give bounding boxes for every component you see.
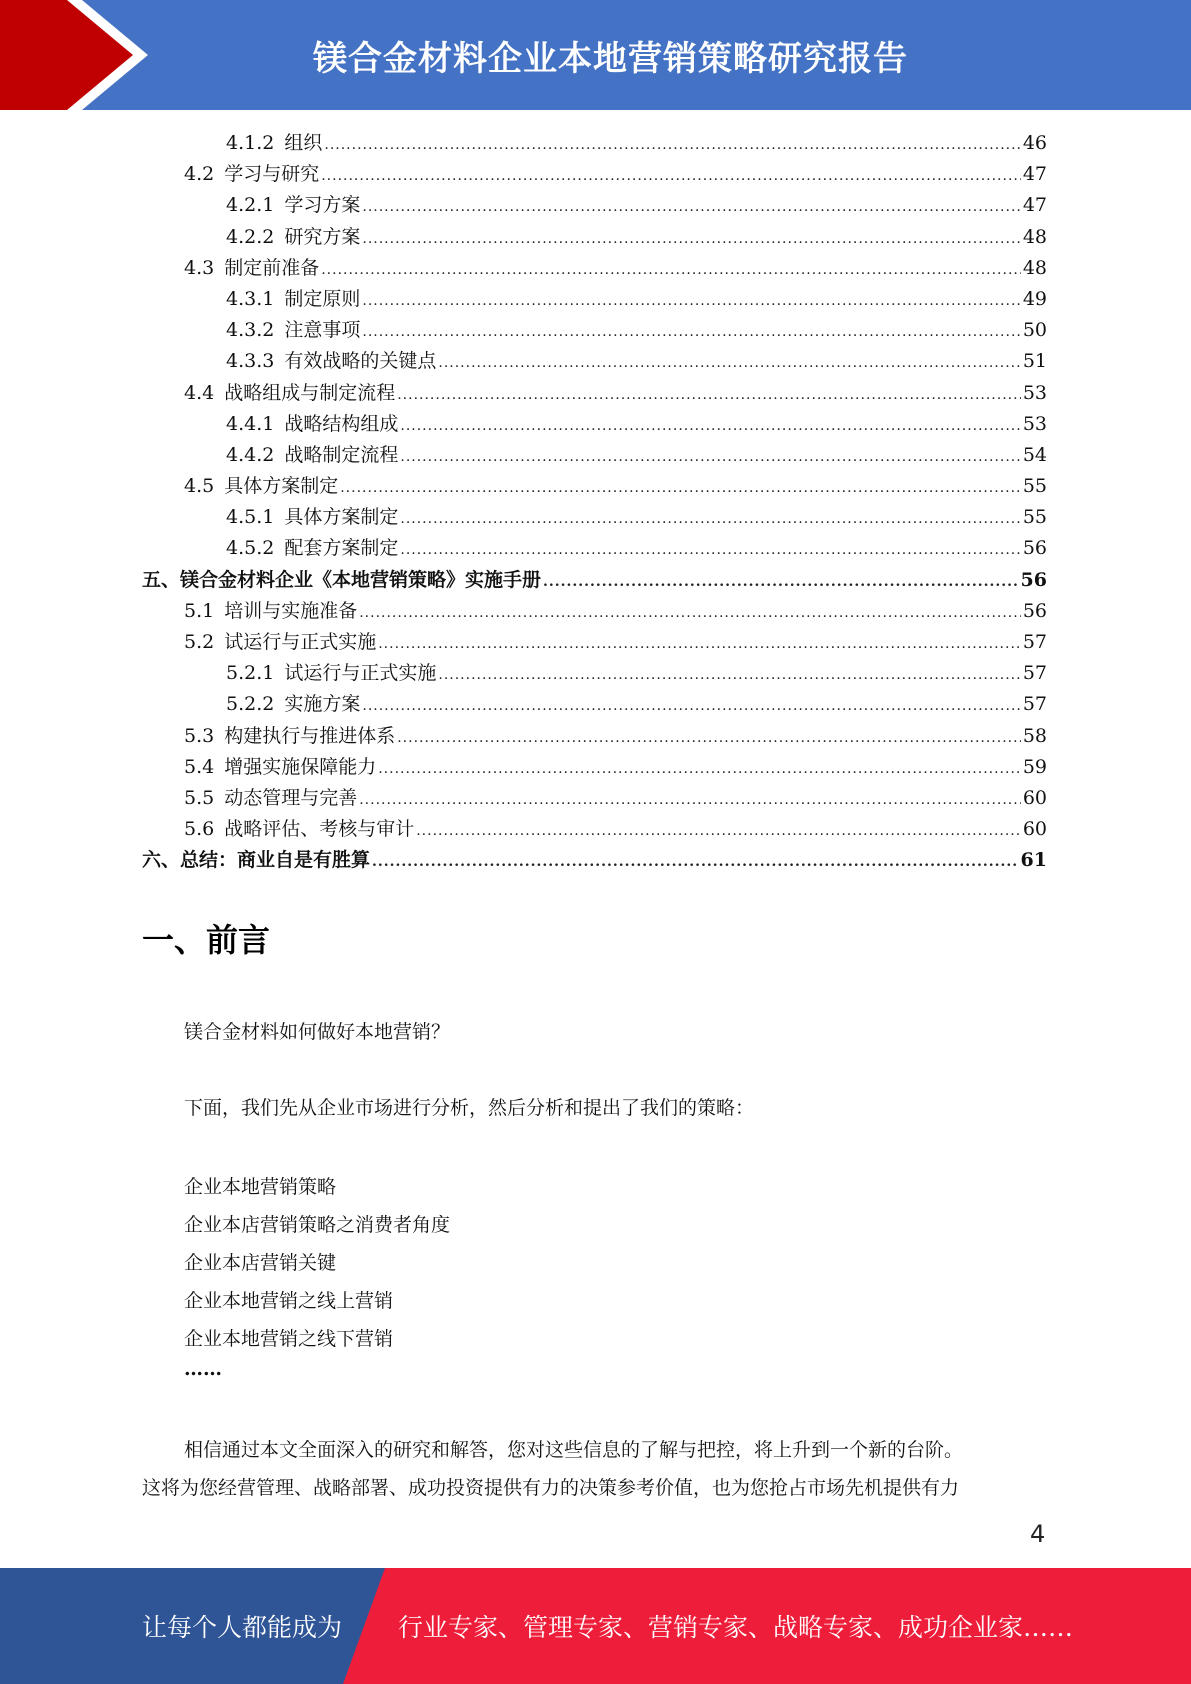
- toc-leader-dots: [543, 567, 1019, 598]
- toc-entry-title: 制定原则: [284, 287, 361, 310]
- section-heading: 一、前言: [142, 921, 271, 959]
- toc-entry-number: 5.2.1: [226, 662, 275, 685]
- toc-leader-dots: [438, 660, 1020, 691]
- toc-leader-dots: [400, 535, 1020, 566]
- toc-leader-dots: [416, 816, 1021, 847]
- ellipsis: ……: [184, 1358, 222, 1380]
- toc-entry-title: 总结：商业自是有胜算: [180, 849, 371, 872]
- toc-entry-page: 46: [1022, 132, 1047, 154]
- toc-entry-page: 48: [1022, 256, 1047, 279]
- toc-chapter-entry[interactable]: [142, 565, 1047, 596]
- footer-banner: [0, 1568, 1191, 1684]
- toc-leader-dots: [400, 442, 1020, 473]
- toc-entry-number: 4.4: [184, 381, 215, 404]
- toc-entry[interactable]: [142, 222, 1047, 253]
- footer-slogan-right: 行业专家、管理专家、营销专家、战略专家、成功企业家……: [398, 1613, 1074, 1642]
- toc-entry[interactable]: [142, 814, 1047, 845]
- toc-entry[interactable]: [142, 689, 1047, 720]
- toc-leader-dots: [340, 473, 1021, 504]
- toc-entry-page: 57: [1022, 662, 1047, 685]
- toc-entry-title: 培训与实施准备: [224, 599, 358, 622]
- closing-line-2: 这将为您经营管理、战略部署、成功投资提供有力的决策参考价值，也为您抢占市场先机提供有力: [142, 1477, 960, 1499]
- toc-entry[interactable]: [142, 783, 1047, 814]
- toc-entry-title: 配套方案制定: [284, 537, 399, 560]
- toc-chapter-entry[interactable]: [142, 845, 1047, 876]
- toc-entry-title: 有效战略的关键点: [284, 350, 437, 373]
- toc-entry[interactable]: [142, 533, 1047, 564]
- toc-entry-number: 4.5.1: [226, 506, 275, 529]
- toc-entry[interactable]: [142, 471, 1047, 502]
- toc-entry-number: 4.3.2: [226, 319, 275, 342]
- toc-entry-title: 镁合金材料企业《本地营销策略》实施手册: [180, 568, 542, 591]
- toc-entry-number: 5.3: [184, 724, 215, 747]
- strategy-item: 企业本店营销策略之消费者角度: [184, 1214, 451, 1236]
- toc-leader-dots: [321, 161, 1021, 192]
- toc-entry-page: 48: [1022, 225, 1047, 248]
- toc-entry[interactable]: [142, 721, 1047, 752]
- toc-entry-title: 试运行与正式实施: [224, 631, 377, 653]
- toc-entry-page: 50: [1022, 319, 1047, 342]
- toc-entry-title: 增强实施保障能力: [224, 755, 377, 778]
- toc-entry-page: 51: [1022, 350, 1047, 373]
- report-title: 镁合金材料企业本地营销策略研究报告: [313, 38, 908, 79]
- toc-entry-title: 战略制定流程: [284, 443, 399, 466]
- toc-entry[interactable]: [142, 658, 1047, 689]
- toc-entry-title: 具体方案制定: [224, 475, 339, 498]
- toc-entry-title: 研究方案: [284, 225, 361, 248]
- toc-entry[interactable]: [142, 502, 1047, 533]
- toc-entry-page: 53: [1022, 412, 1047, 435]
- toc-entry-page: 56: [1020, 568, 1047, 591]
- toc-entry-page: 60: [1022, 818, 1047, 841]
- toc-entry-page: 53: [1022, 381, 1047, 404]
- toc-entry-page: 61: [1020, 849, 1047, 872]
- strategy-item: 企业本地营销之线上营销: [184, 1290, 394, 1312]
- toc-entry-number: 4.3: [184, 256, 215, 279]
- toc-leader-dots: [362, 317, 1020, 348]
- toc-entry[interactable]: [142, 315, 1047, 346]
- toc-leader-dots: [362, 192, 1020, 223]
- toc-leader-dots: [321, 255, 1021, 286]
- toc-entry-number: 4.3.1: [226, 287, 275, 310]
- toc-entry-number: 5.6: [184, 818, 215, 841]
- toc-entry[interactable]: [142, 627, 1047, 658]
- table-of-contents: [142, 128, 1047, 877]
- toc-entry-title: 学习方案: [284, 194, 361, 217]
- toc-entry-number: 4.2.2: [226, 225, 275, 248]
- toc-entry-page: 56: [1022, 537, 1047, 560]
- toc-leader-dots: [362, 224, 1020, 255]
- strategy-item: 企业本店营销关键: [184, 1252, 337, 1274]
- toc-leader-dots: [362, 691, 1020, 722]
- toc-entry-number: 5.4: [184, 755, 215, 778]
- toc-entry-number: 4.4.2: [226, 443, 275, 466]
- footer-slogan-left: 让每个人都能成为: [142, 1613, 343, 1642]
- toc-entry-title: 制定前准备: [224, 256, 320, 279]
- toc-entry-title: 试运行与正式实施: [284, 662, 437, 685]
- toc-entry-page: 58: [1022, 724, 1047, 747]
- toc-entry-number: 六、: [142, 849, 181, 872]
- toc-leader-dots: [378, 629, 1021, 660]
- toc-entry-page: 54: [1022, 443, 1047, 466]
- toc-entry-title: 具体方案制定: [284, 506, 399, 529]
- question-paragraph: 镁合金材料如何做好本地营销？: [184, 1021, 451, 1043]
- toc-entry-number: 5.1: [184, 599, 215, 622]
- toc-entry-page: 57: [1022, 693, 1047, 716]
- toc-entry-page: 47: [1022, 163, 1047, 186]
- toc-leader-dots: [362, 286, 1020, 317]
- toc-entry-page: 56: [1022, 599, 1047, 622]
- toc-entry-number: 4.4.1: [226, 412, 275, 435]
- toc-entry[interactable]: [142, 159, 1047, 190]
- toc-entry-title: 战略评估、考核与审计: [224, 818, 415, 841]
- toc-entry-number: 4.5.2: [226, 537, 275, 560]
- toc-entry[interactable]: [142, 128, 1047, 159]
- toc-entry-number: 4.1.2: [226, 132, 275, 154]
- toc-entry[interactable]: [142, 190, 1047, 221]
- toc-entry-number: 4.2.1: [226, 194, 275, 217]
- closing-line-1: 相信通过本文全面深入的研究和解答，您对这些信息的了解与把控，将上升到一个新的台阶。: [184, 1439, 964, 1461]
- toc-entry[interactable]: [142, 440, 1047, 471]
- toc-entry-number: 5.2.2: [226, 693, 275, 716]
- toc-entry-number: 五、: [142, 568, 181, 591]
- toc-entry[interactable]: [142, 409, 1047, 440]
- toc-entry[interactable]: [142, 596, 1047, 627]
- toc-entry-number: 5.2: [184, 631, 215, 653]
- toc-entry-page: 49: [1022, 287, 1047, 310]
- toc-entry-number: 5.5: [184, 786, 215, 809]
- toc-leader-dots: [372, 847, 1019, 878]
- toc-entry[interactable]: [142, 752, 1047, 783]
- toc-entry[interactable]: [142, 253, 1047, 284]
- page-number: 4: [1030, 1520, 1046, 1548]
- toc-entry-number: 4.2: [184, 163, 215, 186]
- toc-entry-page: 55: [1022, 475, 1047, 498]
- toc-entry-title: 战略组成与制定流程: [224, 381, 396, 404]
- toc-leader-dots: [378, 754, 1021, 785]
- toc-entry-title: 战略结构组成: [284, 412, 399, 435]
- toc-leader-dots: [359, 785, 1021, 816]
- toc-entry-page: 60: [1022, 786, 1047, 809]
- toc-entry-number: 4.3.3: [226, 350, 275, 373]
- toc-entry-title: 动态管理与完善: [224, 786, 358, 809]
- toc-entry-title: 实施方案: [284, 693, 361, 716]
- toc-leader-dots: [400, 411, 1020, 442]
- toc-entry[interactable]: [142, 284, 1047, 315]
- toc-entry[interactable]: [142, 378, 1047, 409]
- toc-entry-title: 构建执行与推进体系: [224, 724, 396, 747]
- toc-entry[interactable]: [142, 346, 1047, 377]
- strategy-item: 企业本地营销策略: [184, 1176, 337, 1198]
- toc-entry-page: 59: [1022, 755, 1047, 778]
- toc-entry-page: 57: [1022, 631, 1047, 653]
- header-banner: [0, 0, 1191, 110]
- toc-leader-dots: [397, 723, 1021, 754]
- intro-paragraph: 下面，我们先从企业市场进行分析，然后分析和提出了我们的策略：: [184, 1097, 755, 1119]
- toc-entry-title: 组织: [284, 132, 323, 154]
- toc-entry-page: 55: [1022, 506, 1047, 529]
- toc-entry-title: 注意事项: [284, 319, 361, 342]
- toc-leader-dots: [397, 380, 1021, 411]
- toc-leader-dots: [400, 504, 1020, 535]
- toc-entry-title: 学习与研究: [224, 163, 320, 186]
- strategy-item: 企业本地营销之线下营销: [184, 1328, 394, 1350]
- toc-entry-number: 4.5: [184, 475, 215, 498]
- toc-leader-dots: [324, 130, 1020, 161]
- toc-entry-page: 47: [1022, 194, 1047, 217]
- toc-leader-dots: [359, 598, 1021, 629]
- toc-leader-dots: [438, 348, 1020, 379]
